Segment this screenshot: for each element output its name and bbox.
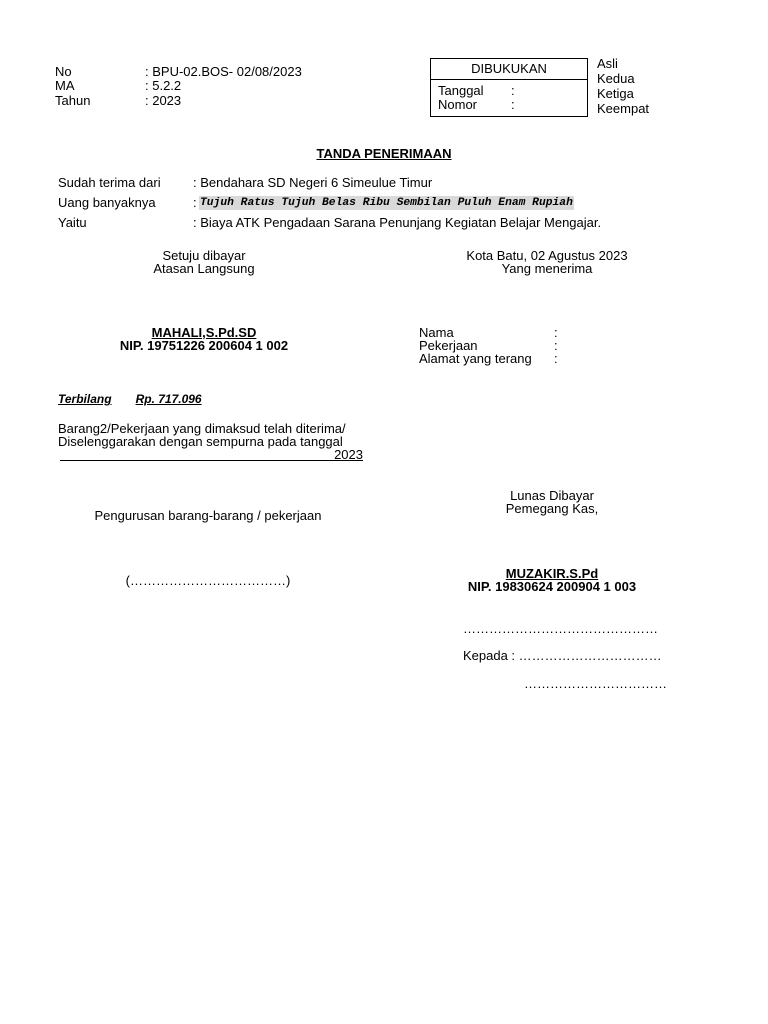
uang-value: Tujuh Ratus Tujuh Belas Ribu Sembilan Puluh Enam Rupiah [200, 197, 573, 209]
nomor-label: Nomor [438, 97, 478, 112]
copy-ketiga: Ketiga [597, 86, 634, 101]
nomor-colon: : [511, 97, 515, 112]
pekerjaan-label: Pekerjaan [419, 338, 478, 353]
treasurer-name: MUZAKIR.S.Pd [505, 566, 599, 581]
tahun-label: Tahun [55, 93, 91, 108]
copy-kedua: Kedua [597, 71, 635, 86]
yaitu-value: : Biaya ATK Pengadaan Sarana Penunjang Kegiatan Belajar Mengajar. [193, 215, 602, 230]
tanggal-colon: : [511, 83, 515, 98]
nama-label: Nama [419, 325, 454, 340]
terbilang-label: Terbilang [58, 392, 112, 406]
pemegang-kas-text: Pemegang Kas, [505, 501, 599, 516]
document-title: TANDA PENERIMAAN [316, 146, 452, 161]
copy-asli: Asli [597, 56, 618, 71]
treasurer-nip: NIP. 19830624 200904 1 003 [467, 579, 637, 594]
tahun-value: : 2023 [145, 93, 182, 108]
terbilang-row [58, 392, 206, 406]
alamat-label: Alamat yang terang [419, 351, 532, 366]
no-label: No [55, 64, 72, 79]
sudah-value: : Bendahara SD Negeri 6 Simeulue Timur [193, 175, 433, 190]
alamat-colon: : [554, 351, 558, 366]
goods-line-2: Diselenggarakan dengan sempurna pada tanggal [58, 434, 343, 449]
goods-line-1: Barang2/Pekerjaan yang dimaksud telah diterima/ [58, 421, 346, 436]
dibukukan-title: DIBUKUKAN [431, 59, 587, 80]
receiver-role: Yang menerima [501, 261, 593, 276]
approver-name: MAHALI,S.Pd.SD [151, 325, 257, 340]
ma-label: MA [55, 78, 75, 93]
kepada-line: Kepada : …………………………… [463, 648, 662, 663]
place-date: Kota Batu, 02 Agustus 2023 [466, 248, 628, 263]
pengurus-signature-dots: (………………………………) [125, 573, 291, 588]
uang-colon: : [193, 195, 197, 210]
approver-nip: NIP. 19751226 200604 1 002 [119, 338, 289, 353]
nama-colon: : [554, 325, 558, 340]
tanggal-label: Tanggal [438, 83, 484, 98]
copy-keempat: Keempat [597, 101, 650, 116]
terbilang-amount: Rp. 717.096 [135, 392, 202, 406]
pekerjaan-colon: : [554, 338, 558, 353]
pengurus-label: Pengurusan barang-barang / pekerjaan [94, 508, 322, 523]
treasurer-dots-3: …………………………… [524, 676, 667, 691]
setuju-text: Setuju dibayar [162, 248, 246, 263]
sudah-label: Sudah terima dari [58, 175, 161, 190]
atasan-text: Atasan Langsung [153, 261, 255, 276]
ma-value: : 5.2.2 [145, 78, 182, 93]
goods-year: 2023 [334, 447, 363, 462]
dibukukan-box [430, 58, 588, 117]
yaitu-label: Yaitu [58, 215, 87, 230]
lunas-text: Lunas Dibayar [510, 488, 594, 503]
no-value: : BPU-02.BOS- 02/08/2023 [145, 64, 302, 79]
treasurer-dots-1: ……………………………………… [463, 621, 658, 636]
uang-label: Uang banyaknya [58, 195, 156, 210]
goods-sign-line [60, 460, 363, 461]
